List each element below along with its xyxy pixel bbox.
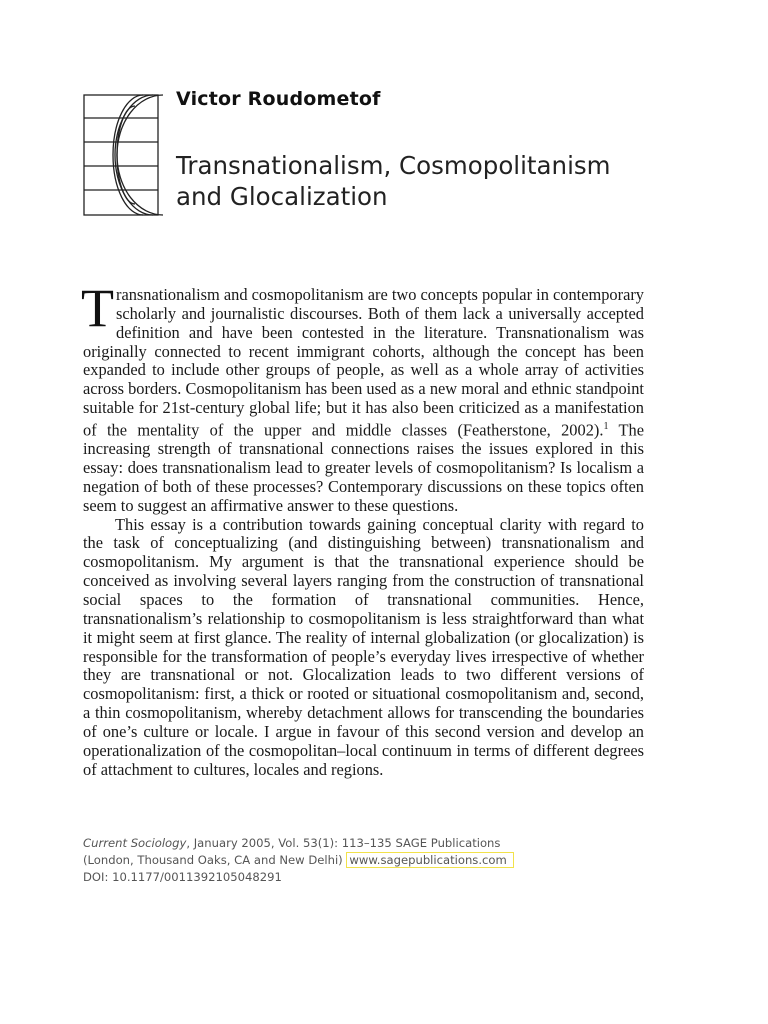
publisher-location-line: [83, 852, 683, 869]
publisher-website-link[interactable]: www.sagepublications.com: [346, 852, 513, 868]
title-line-1: Transnationalism, Cosmopolitanism: [176, 151, 611, 180]
article-title: [176, 150, 696, 212]
footnote-marker[interactable]: 1: [603, 420, 609, 432]
citation-line: [83, 835, 683, 852]
title-line-2: and Glocalization: [176, 182, 388, 211]
citation-footer: [83, 835, 683, 886]
paragraph-1-text: ransnationalism and cosmopolitanism are two concepts popular in contemporary scholarly and journalistic discourses. Both of them lack a universally accepted definition and have been contested in the literature. Transnationalism was originally connected to recent immigrant cohorts, although the concept has been expanded to include other groups of people, as well as a whole array of activities across borders. Cosmopolitanism has been used as a new moral and ethnic standpoint suitable for 21st-century global life; but it has also been criticized as a manifestation of the mentality of the upper and middle classes (Featherstone, 2002).: [83, 285, 645, 440]
journal-name: Current Sociology: [83, 836, 187, 850]
journal-logo-icon: [83, 94, 165, 216]
paragraph-1: [81, 278, 645, 516]
citation-details: , January 2005, Vol. 53(1): 113–135 SAGE Publications: [186, 836, 501, 850]
drop-cap: T: [81, 278, 114, 338]
paragraph-1-tail: The increasing strength of transnational connections raises the issues explored in this essay: does transnationalism lead to greater levels of cosmopolitanism? Is localism a negation of both of these processes? Contemporary discussions on these topics often seem to suggest an affirmative answer to these questions.: [83, 420, 644, 515]
paragraph-2: This essay is a contribution towards gaining conceptual clarity with regard to the task of conceptualizing (and distinguishing between) transnationalism and cosmopolitanism. My argument is that the transnational experience should be conceived as involving several layers ranging from the construction of transnational social spaces to the formation of transnational communities. Hence, transnationalism’s relationship to cosmopolitanism is less straightforward than what it might seem at first glance. The reality of internal globalization (or glocalization) is responsible for the transformation of people’s everyday lives irrespective of whether they are transnational or not. Glocalization leads to two different versions of cosmopolitanism: first, a thick or rooted or situational cosmopolitanism and, second, a thin cosmopolitanism, whereby detachment allows for transcending the boundaries of one’s culture or locale. I argue in favour of this second version and develop an operationalization of the cosmopolitan–local continuum in terms of different degrees of attachment to cultures, locales and regions.: [83, 514, 644, 779]
doi: DOI: 10.1177/0011392105048291: [83, 870, 282, 884]
publisher-location: (London, Thousand Oaks, CA and New Delhi): [83, 853, 347, 867]
author-name: Victor Roudometof: [176, 88, 381, 110]
article-body: [81, 278, 645, 779]
